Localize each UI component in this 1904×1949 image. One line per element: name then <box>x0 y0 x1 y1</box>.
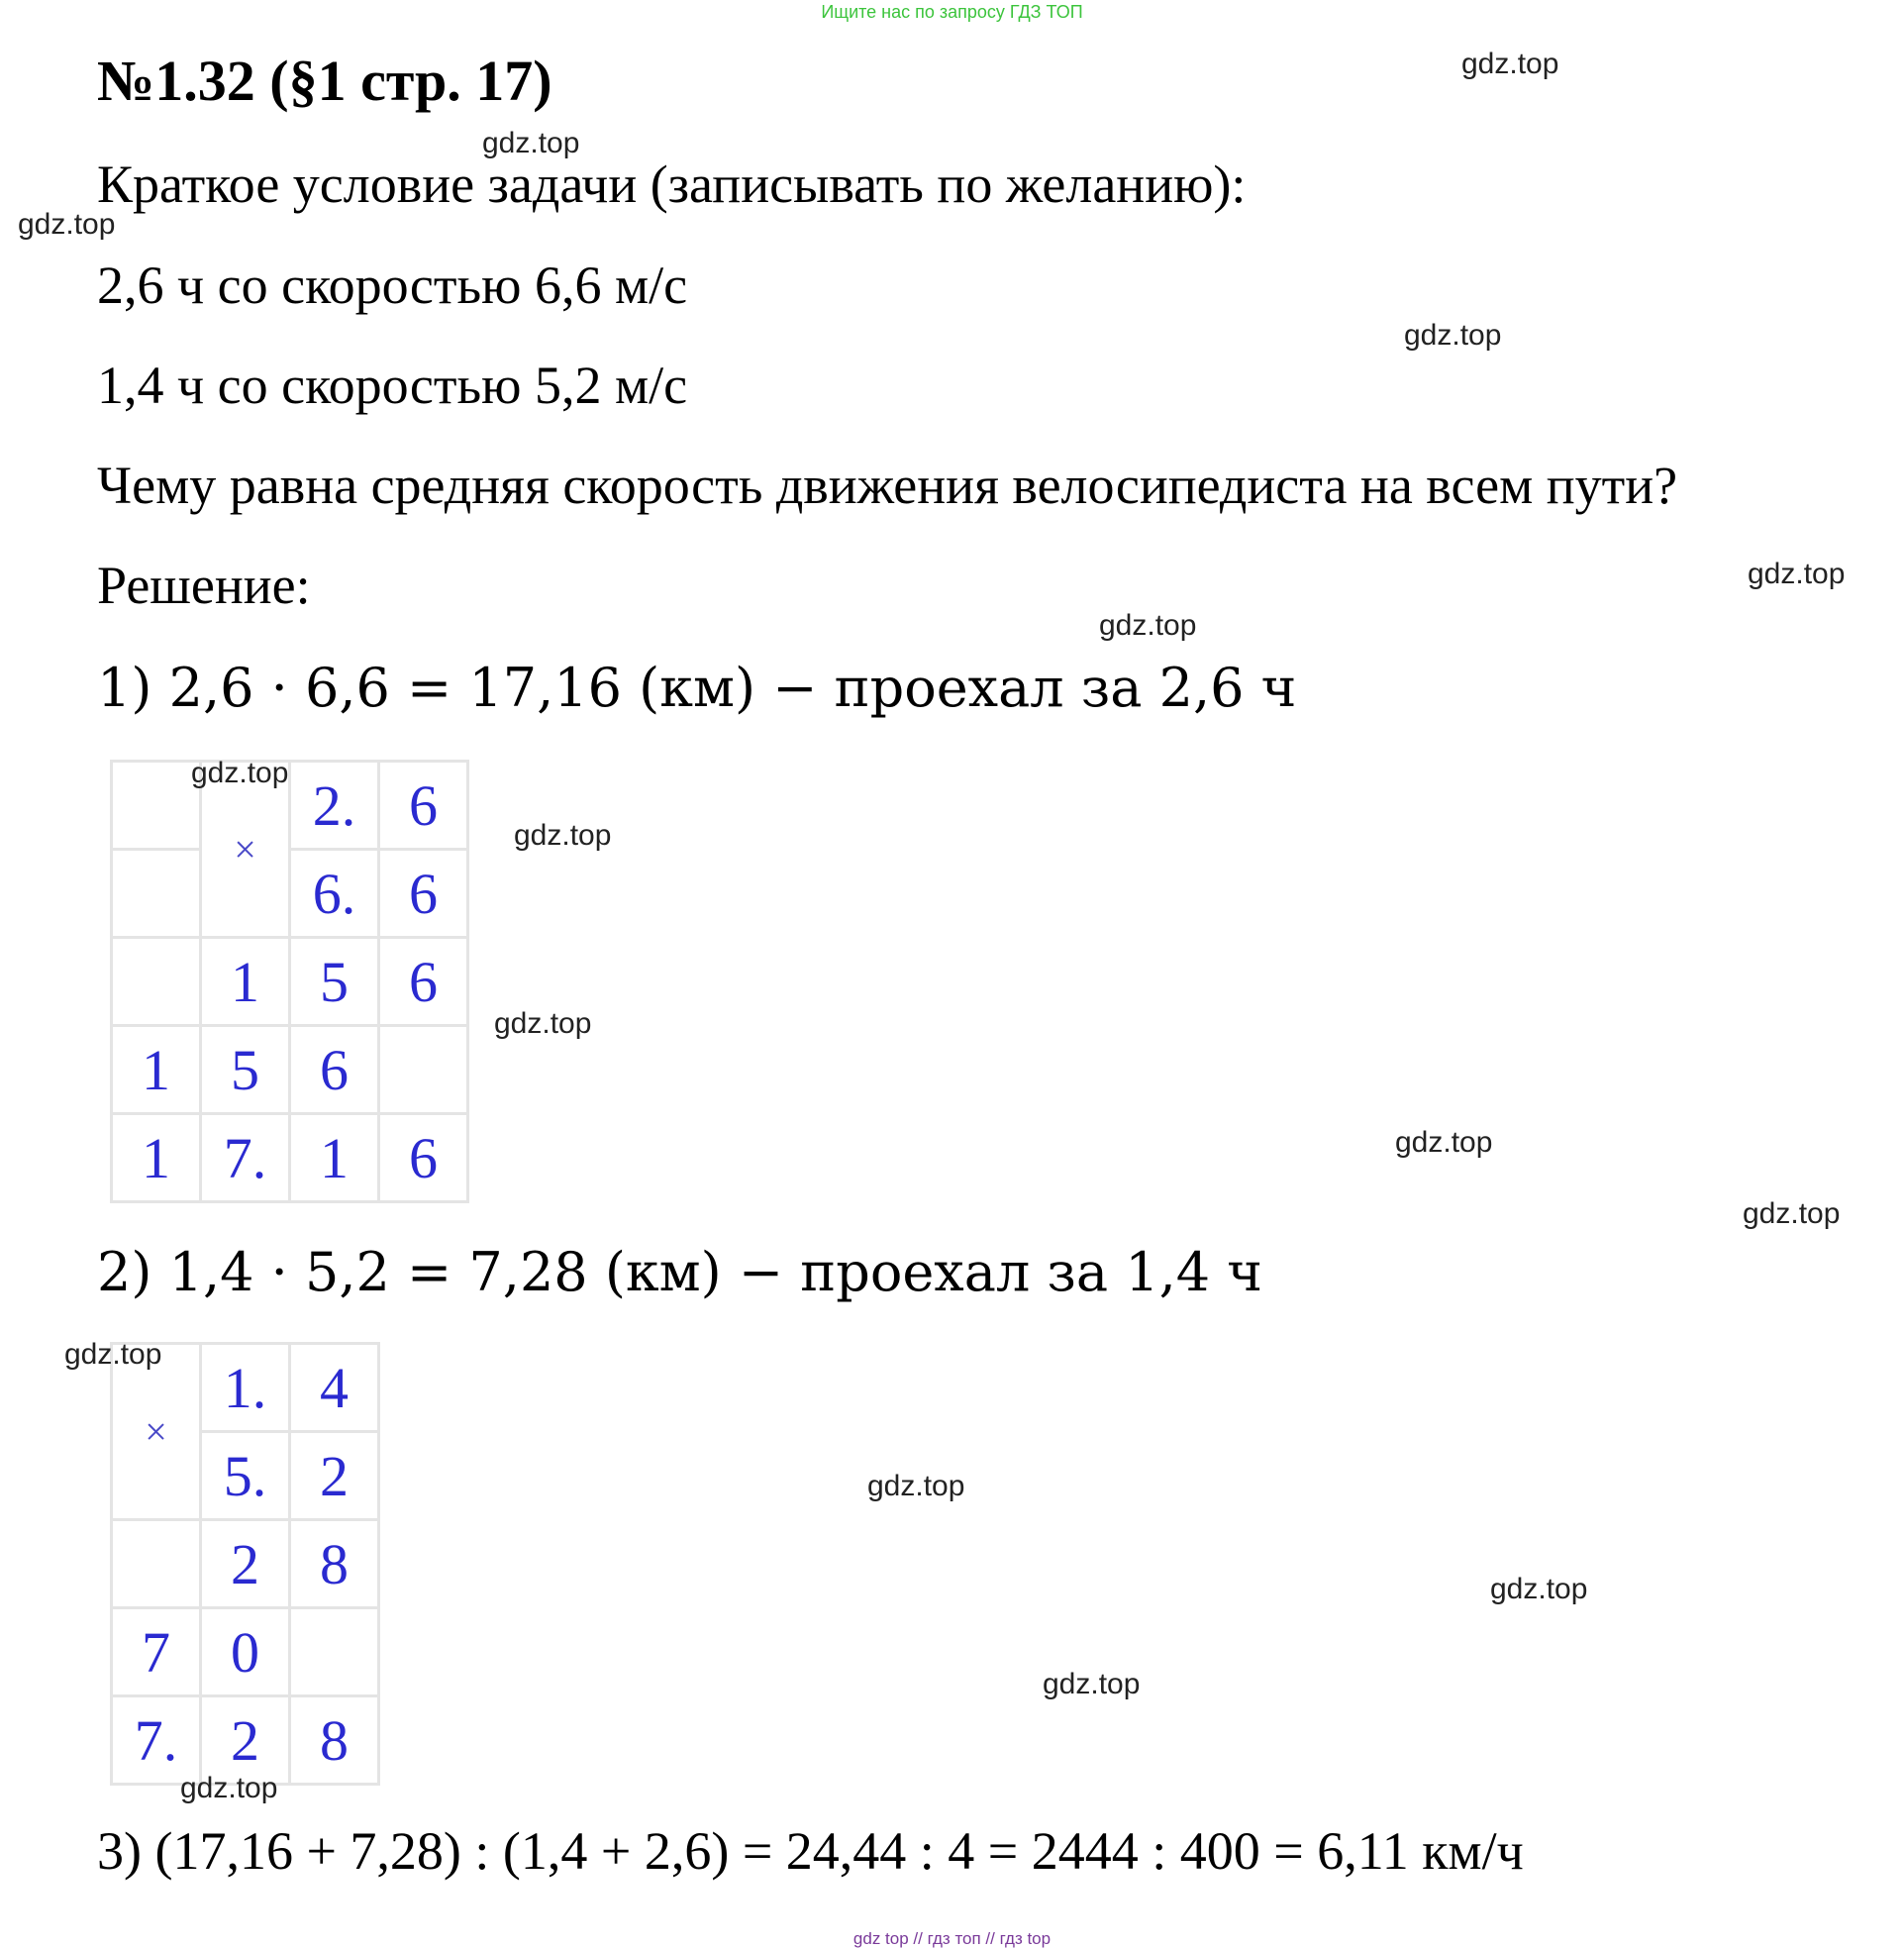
grid-cell: 1. <box>201 1344 290 1432</box>
grid-cell: 1 <box>290 1114 379 1202</box>
grid-cell: 6 <box>379 762 468 850</box>
watermark: gdz.top <box>1490 1573 1588 1605</box>
watermark: gdz.top <box>191 757 289 789</box>
multiply-sign: × <box>112 1344 201 1520</box>
solution-step-2: 2) 1,4 · 5,2 = 7,28 (км) − проехал за 1,4 ч <box>97 1241 1262 1303</box>
grid-cell: 1 <box>112 1026 201 1114</box>
grid-cell <box>290 1608 379 1696</box>
top-banner: Ищите нас по запросу ГДЗ ТОП <box>821 2 1083 22</box>
grid-row <box>112 850 468 938</box>
grid-cell: 6 <box>379 850 468 938</box>
condition-line-1: 2,6 ч со скоростью 6,6 м/с <box>97 256 688 315</box>
grid-row <box>112 1114 468 1202</box>
grid-row <box>112 1608 379 1696</box>
watermark: gdz.top <box>494 1007 592 1040</box>
grid-cell <box>112 1520 201 1608</box>
solution-label: Решение: <box>97 556 311 615</box>
grid-cell: 6. <box>290 850 379 938</box>
grid-cell: 8 <box>290 1520 379 1608</box>
grid-cell: 2. <box>290 762 379 850</box>
watermark: gdz.top <box>482 127 580 159</box>
watermark: gdz.top <box>1748 558 1846 590</box>
grid-cell: 5 <box>201 1026 290 1114</box>
grid-row <box>112 1520 379 1608</box>
grid-cell: 7. <box>201 1114 290 1202</box>
grid-cell: 6 <box>379 1114 468 1202</box>
grid-cell: 7. <box>112 1696 201 1785</box>
grid-cell: 6 <box>379 938 468 1026</box>
grid-cell: 6 <box>290 1026 379 1114</box>
condition-line-2: 1,4 ч со скоростью 5,2 м/с <box>97 356 688 415</box>
watermark: gdz.top <box>867 1470 965 1502</box>
watermark: gdz.top <box>64 1338 162 1371</box>
watermark: gdz.top <box>1395 1126 1493 1159</box>
watermark: gdz.top <box>1043 1668 1141 1700</box>
grid-cell <box>112 850 201 938</box>
grid-cell: 7 <box>112 1608 201 1696</box>
question-text: Чему равна средняя скорость движения велосипедиста на всем пути? <box>97 456 1678 515</box>
multiplication-grid-2 <box>110 1342 380 1786</box>
grid-cell: 8 <box>290 1696 379 1785</box>
multiplication-grid-1 <box>110 760 469 1203</box>
grid-cell: 0 <box>201 1608 290 1696</box>
grid-cell: 5 <box>290 938 379 1026</box>
exercise-title: №1.32 (§1 стр. 17) <box>97 49 552 113</box>
watermark: gdz.top <box>1743 1197 1841 1230</box>
solution-step-3: 3) (17,16 + 7,28) : (1,4 + 2,6) = 24,44 : 4 = 2444 : 400 = 6,11 км/ч <box>97 1821 1524 1881</box>
grid-row <box>112 1026 468 1114</box>
grid-row <box>112 762 468 850</box>
grid-cell: 1 <box>201 938 290 1026</box>
grid-cell: 4 <box>290 1344 379 1432</box>
bottom-banner: gdz top // гдз топ // гдз top <box>852 1929 1052 1948</box>
grid-cell: 1 <box>112 1114 201 1202</box>
watermark: gdz.top <box>1461 48 1559 80</box>
grid-cell <box>379 1026 468 1114</box>
grid-row <box>112 938 468 1026</box>
grid-cell: 2 <box>290 1432 379 1520</box>
watermark: gdz.top <box>180 1772 278 1804</box>
grid-cell: 2 <box>201 1696 290 1785</box>
grid-cell: 5. <box>201 1432 290 1520</box>
watermark: gdz.top <box>18 208 116 241</box>
watermark: gdz.top <box>514 819 612 852</box>
watermark: gdz.top <box>1099 609 1197 642</box>
grid-cell <box>112 762 201 850</box>
multiply-sign: × <box>201 762 290 938</box>
grid-cell: 2 <box>201 1520 290 1608</box>
solution-step-1: 1) 2,6 · 6,6 = 17,16 (км) − проехал за 2,6 ч <box>97 657 1297 719</box>
grid-cell <box>112 938 201 1026</box>
watermark: gdz.top <box>1404 319 1502 352</box>
condition-label: Краткое условие задачи (записывать по желанию): <box>97 154 1247 214</box>
